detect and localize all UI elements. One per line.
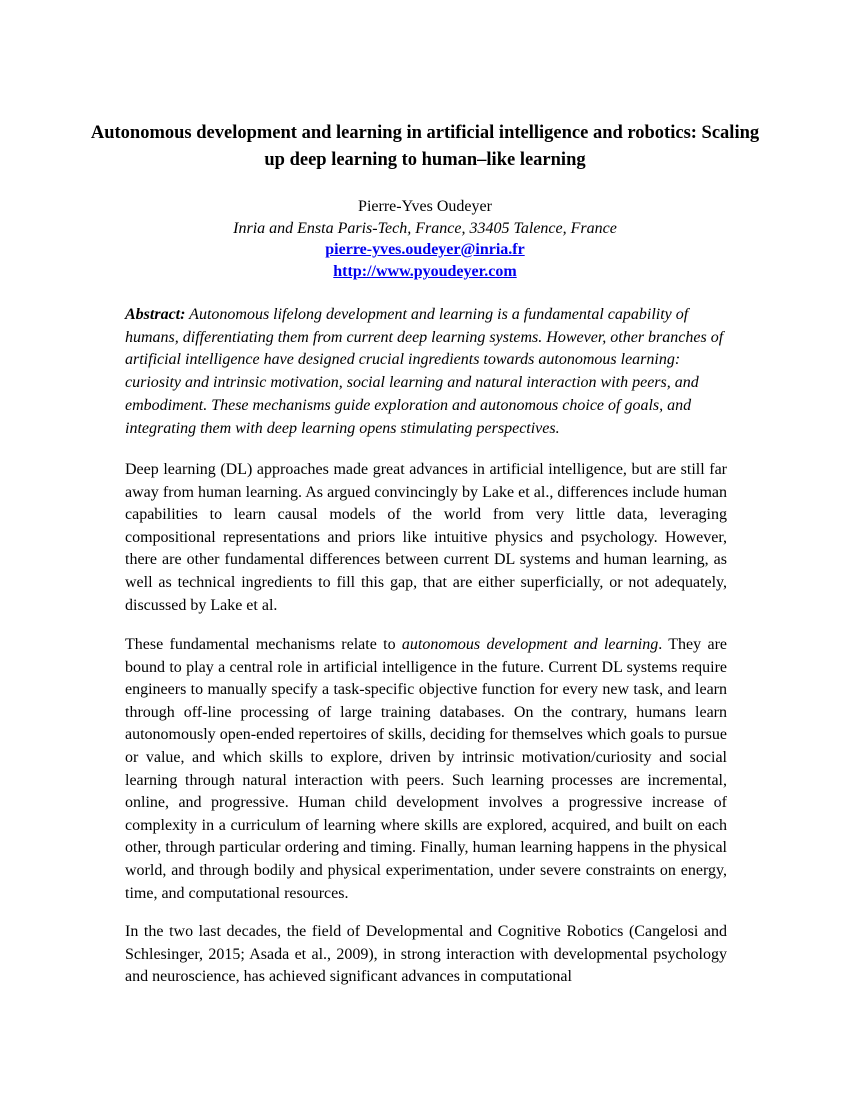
author-website-link[interactable]: http://www.pyoudeyer.com <box>333 263 517 280</box>
abstract <box>125 304 727 440</box>
abstract-label: Abstract: <box>125 306 186 323</box>
author-affiliation: Inria and Ensta Paris-Tech, France, 33405 Talence, France <box>233 220 617 237</box>
abstract-text: Autonomous lifelong development and learning is a fundamental capability of humans, differentiating them from current deep learning systems. However, other branches of artificial intelligence have designed crucial ingredients towards autonomous learning: curiosity and intrinsic motivation, social learning and natural interaction with peers, and embodiment. These mechanisms guide exploration and autonomous choice of goals, and integrating them with deep learning opens stimulating perspectives. <box>125 306 724 437</box>
paragraph-2-text-rest: . They are bound to play a central role in artificial intelligence in the future. Current DL systems require engineers to manually specify a task-specific objective function for every new task, and learn through off-line processing of large training databases. On the contrary, humans learn autonomously open-ended repertoires of skills, deciding for themselves which goals to pursue or value, and which skills to explore, driven by intrinsic motivation/curiosity and social learning through natural interaction with peers. Such learning processes are incremental, online, and progressive. Human child development involves a progressive increase of complexity in a curriculum of learning where skills are explored, acquired, and built on each other, through particular ordering and timing. Finally, human learning happens in the physical world, and through bodily and physical experimentation, under severe constraints on energy, time, and computational resources. <box>125 636 728 902</box>
body-paragraph-2 <box>125 634 727 905</box>
paragraph-2-text-start: These fundamental mechanisms relate to <box>125 636 402 653</box>
paper-title: Autonomous development and learning in artificial intelligence and robotics: Scaling up deep learning to human–like learning <box>90 123 760 170</box>
body-paragraph-1: Deep learning (DL) approaches made great advances in artificial intelligence, but are still far away from human learning. As argued convincingly by Lake et al., differences include human capabilities to learn causal models of the world from very little data, leveraging compositional representations and priors like intuitive physics and psychology. However, there are other fundamental differences between current DL systems and human learning, as well as technical ingredients to fill this gap, that are either superficially, or not adequately, discussed by Lake et al. <box>125 461 727 614</box>
body-paragraph-3: In the two last decades, the field of Developmental and Cognitive Robotics (Cangelosi and Schlesinger, 2015; Asada et al., 2009), in strong interaction with developmental psychology and neuroscience, has achieved significant advances in computational <box>125 923 727 986</box>
author-name: Pierre-Yves Oudeyer <box>358 198 492 215</box>
author-email-link[interactable]: pierre-yves.oudeyer@inria.fr <box>325 241 525 258</box>
paragraph-2-emphasis: autonomous development and learning <box>401 636 659 653</box>
